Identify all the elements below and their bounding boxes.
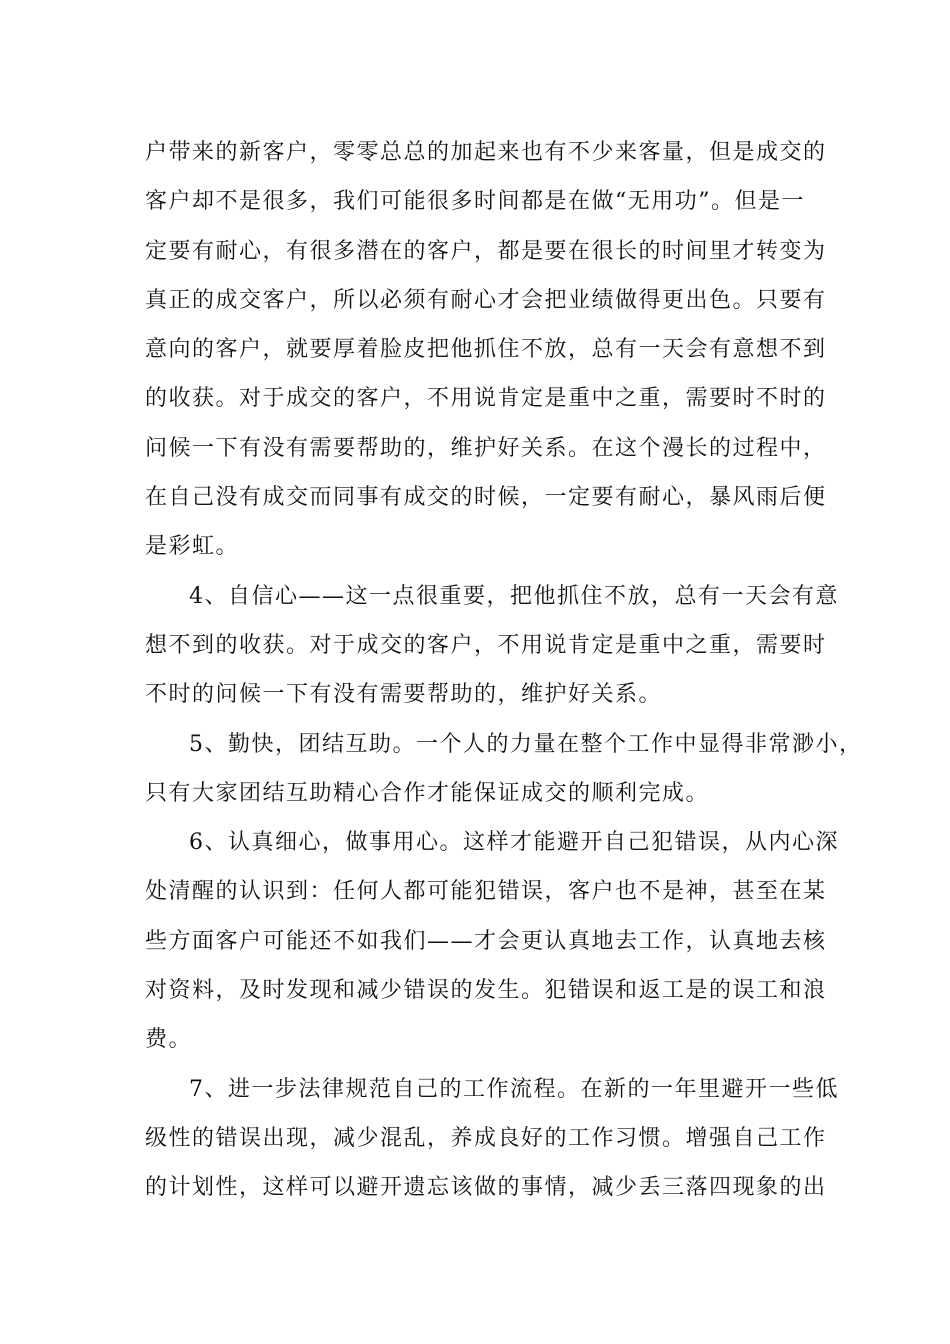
text-line: 级性的错误出现，减少混乱，养成良好的工作习惯。增强自己工作	[145, 1125, 827, 1151]
text-line: 些方面客户可能还不如我们——才会更认真地去工作，认真地去核	[145, 928, 827, 954]
paragraph-4-start: 4、自信心——这一点很重要，把他抓住不放，总有一天会有意	[189, 583, 839, 609]
body-text	[145, 128, 863, 1213]
text-line: 费。	[145, 1027, 193, 1053]
text-line: 意向的客户，就要厚着脸皮把他抓住不放，总有一天会有意想不到	[145, 337, 827, 363]
text-line: 客户却不是很多，我们可能很多时间都是在做“无用功”。但是一	[145, 189, 805, 215]
text-line: 户带来的新客户，零零总总的加起来也有不少来客量，但是成交的	[145, 140, 827, 165]
text-line: 问候一下有没有需要帮助的，维护好关系。在这个漫长的过程中，	[145, 435, 827, 461]
text-line: 是彩虹。	[145, 534, 240, 560]
text-line: 真正的成交客户，所以必须有耐心才会把业绩做得更出色。只要有	[145, 287, 827, 313]
text-line: 的计划性，这样可以避开遗忘该做的事情，减少丢三落四现象的出	[145, 1175, 827, 1201]
text-line: 处清醒的认识到：任何人都可能犯错误，客户也不是神，甚至在某	[145, 879, 827, 905]
text-line: 的收获。对于成交的客户，不用说肯定是重中之重，需要时不时的	[145, 386, 827, 412]
text-line: 不时的问候一下有没有需要帮助的，维护好关系。	[145, 682, 663, 708]
text-line: 对资料，及时发现和减少错误的发生。犯错误和返工是的误工和浪	[145, 978, 827, 1004]
text-line: 在自己没有成交而同事有成交的时候，一定要有耐心，暴风雨后便	[145, 485, 827, 511]
paragraph-6-start: 6、认真细心，做事用心。这样才能避开自己犯错误，从内心深	[189, 830, 839, 856]
paragraph-7-start: 7、进一步法律规范自己的工作流程。在新的一年里避开一些低	[189, 1076, 839, 1102]
text-line: 定要有耐心，有很多潜在的客户，都是要在很长的时间里才转变为	[145, 238, 827, 264]
text-line: 想不到的收获。对于成交的客户，不用说肯定是重中之重，需要时	[145, 632, 827, 658]
text-line: 只有大家团结互助精心合作才能保证成交的顺利完成。	[145, 780, 710, 806]
paragraph-5-start: 5、勤快，团结互助。一个人的力量在整个工作中显得非常渺小，	[189, 731, 863, 757]
